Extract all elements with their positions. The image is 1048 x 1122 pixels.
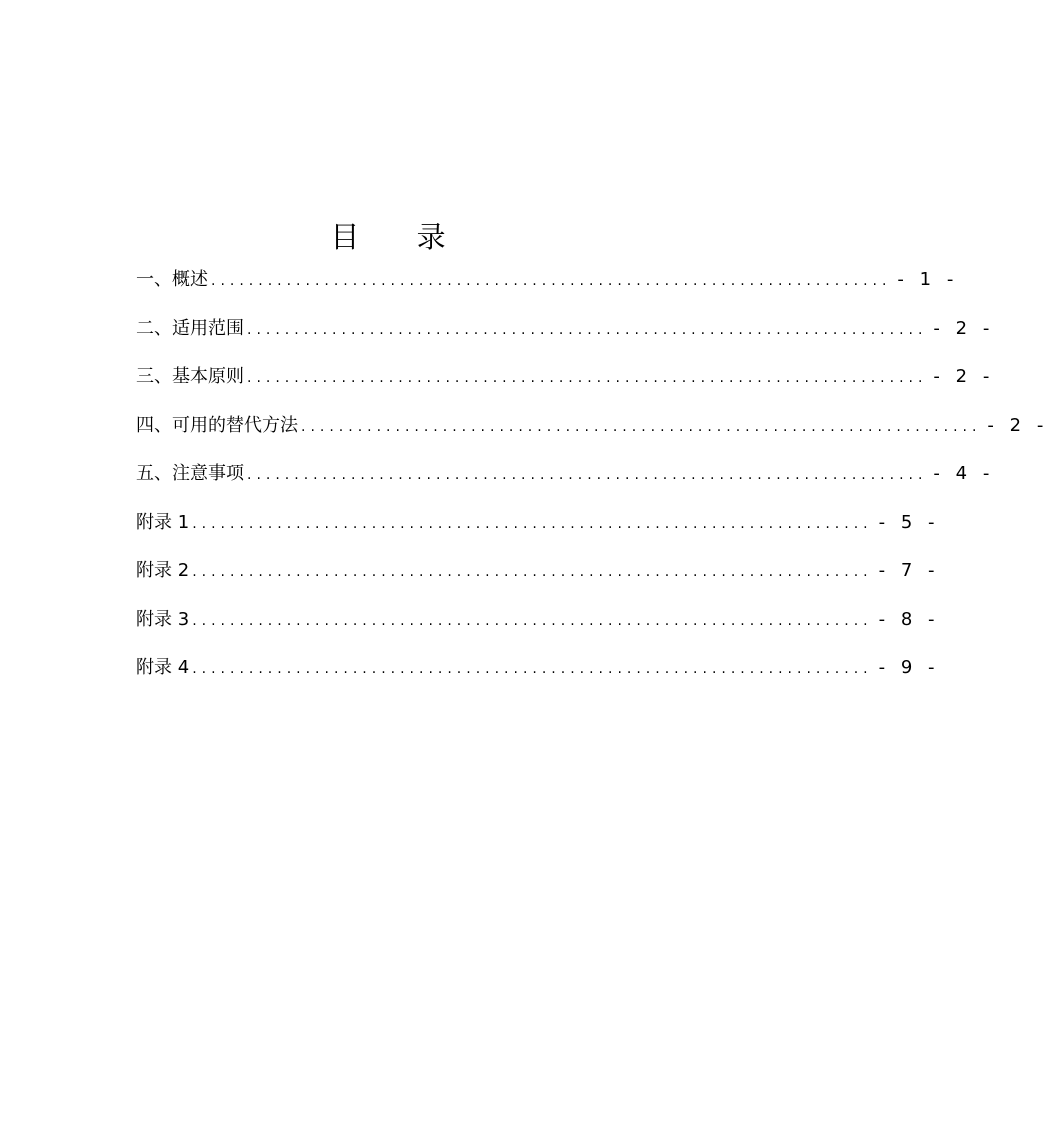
toc-dot-leader: ........................................................................: [192, 612, 873, 629]
toc-dot-leader: ........................................................................: [192, 661, 873, 677]
toc-entry-page-number: - 9 -: [878, 657, 940, 678]
toc-dot-leader: ........................................................................: [247, 321, 928, 338]
toc-dot-leader: ........................................................................: [211, 273, 892, 289]
toc-title: 目 录: [330, 220, 470, 254]
toc-entry-page-number: - 4 -: [933, 463, 995, 484]
toc-list: [136, 256, 1048, 693]
toc-entry-label: 附录 4: [136, 657, 190, 678]
toc-entry-page-number: - 2 -: [933, 366, 995, 387]
toc-dot-leader: ........................................................................: [301, 418, 982, 435]
toc-entry-page-number: - 7 -: [878, 560, 940, 581]
toc-entry-label: 附录 2: [136, 560, 190, 581]
toc-dot-leader: ........................................................................: [192, 515, 873, 532]
toc-entry-appendix-1[interactable]: [136, 499, 940, 548]
toc-entry-scope[interactable]: [136, 305, 995, 354]
toc-entry-appendix-4[interactable]: [136, 644, 940, 693]
toc-dot-leader: ........................................................................: [192, 564, 873, 580]
toc-entry-appendix-2[interactable]: [136, 547, 940, 596]
toc-entry-label: 附录 1: [136, 511, 190, 533]
toc-entry-label: 四、可用的替代方法: [136, 414, 298, 436]
toc-entry-page-number: - 1 -: [897, 269, 959, 290]
toc-entry-label: 一、概述: [136, 269, 208, 290]
toc-entry-label: 三、基本原则: [136, 366, 244, 387]
toc-entry-appendix-3[interactable]: [136, 596, 940, 645]
toc-entry-overview[interactable]: [136, 256, 959, 305]
toc-entry-label: 二、适用范围: [136, 317, 244, 339]
toc-entry-label: 五、注意事项: [136, 463, 244, 484]
toc-entry-page-number: - 2 -: [933, 317, 995, 339]
toc-entry-label: 附录 3: [136, 608, 190, 630]
toc-entry-page-number: - 8 -: [878, 608, 940, 630]
toc-entry-principles[interactable]: [136, 353, 995, 402]
toc-entry-alternatives[interactable]: [136, 402, 1048, 451]
toc-entry-notes[interactable]: [136, 450, 995, 499]
toc-dot-leader: ........................................................................: [247, 370, 928, 386]
toc-entry-page-number: - 5 -: [878, 511, 940, 533]
toc-entry-page-number: - 2 -: [987, 414, 1048, 436]
toc-dot-leader: ........................................................................: [247, 467, 928, 483]
